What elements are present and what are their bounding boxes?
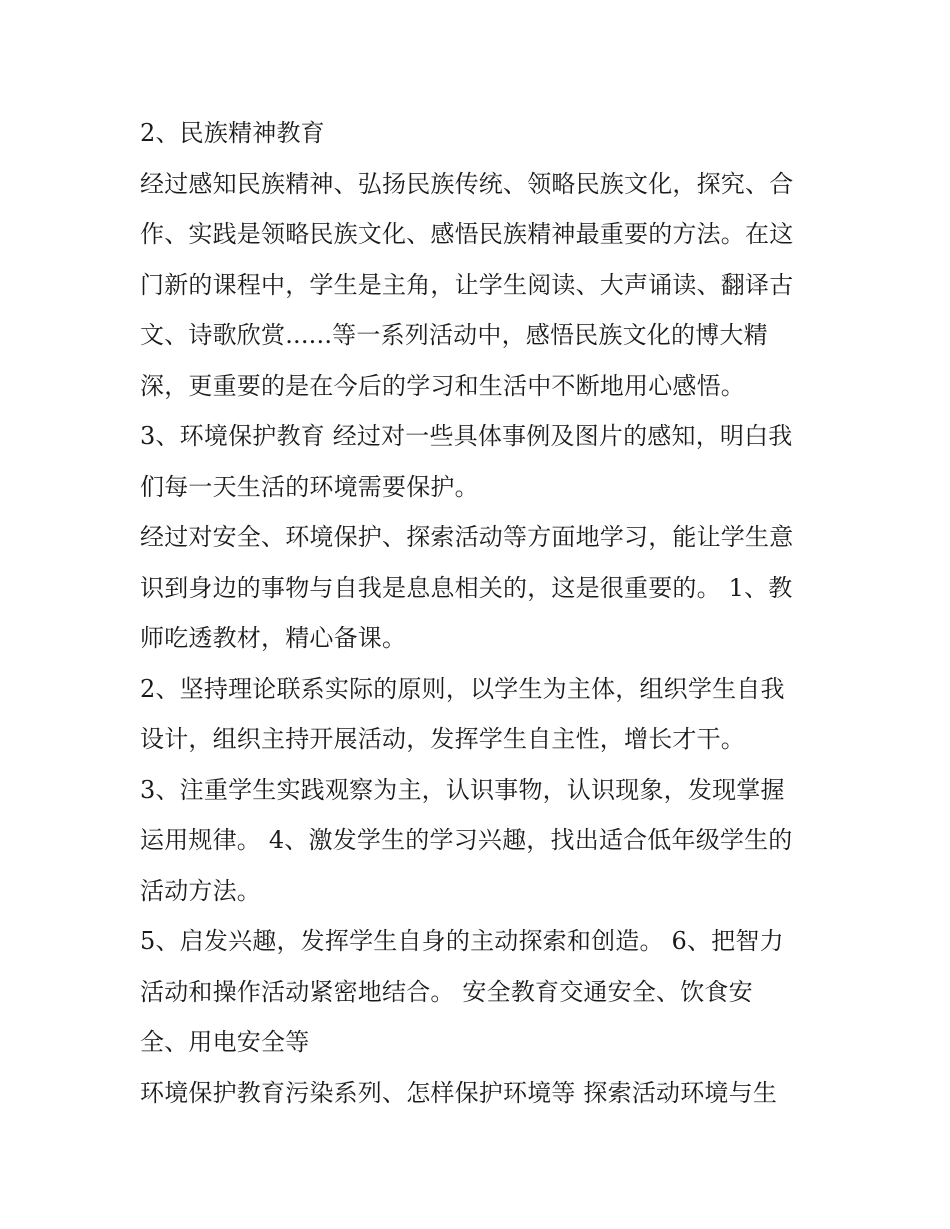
text-line: 全、用电安全等 <box>140 1028 310 1056</box>
text-line: 2、民族精神教育 <box>140 119 325 147</box>
text-line: 师吃透教材，精心备课。 <box>140 624 407 652</box>
text-line: 3、环境保护教育 经过对一些具体事例及图片的感知，明白我 <box>140 422 793 450</box>
text-line: 作、实践是领略民族文化、感悟民族精神最重要的方法。在这 <box>140 220 794 248</box>
text-line: 2、坚持理论联系实际的原则，以学生为主体，组织学生自我 <box>140 674 785 703</box>
text-line: 文、诗歌欣赏......等一系列活动中，感悟民族文化的博大精 <box>140 321 768 349</box>
text-line: 经过对安全、环境保护、探索活动等方面地学习，能让学生意 <box>140 523 794 551</box>
document-body <box>140 108 820 1118</box>
text-line: 识到身边的事物与自我是息息相关的，这是很重要的。 1、教 <box>140 573 793 602</box>
text-line: 经过感知民族精神、弘扬民族传统、领略民族文化，探究、合 <box>140 169 794 198</box>
text-line: 3、注重学生实践观察为主，认识事物，认识现象，发现掌握 <box>140 775 785 804</box>
text-line: 环境保护教育污染系列、怎样保护环境等 探索活动环境与生 <box>140 1078 778 1107</box>
text-line: 活动方法。 <box>140 876 261 905</box>
text-line: 活动和操作活动紧密地结合。 安全教育交通安全、饮食安 <box>140 977 753 1006</box>
text-line: 深，更重要的是在今后的学习和生活中不断地用心感悟。 <box>140 371 745 400</box>
text-line: 门新的课程中，学生是主角，让学生阅读、大声诵读、翻译古 <box>140 270 794 299</box>
text-line: 运用规律。 4、激发学生的学习兴趣，找出适合低年级学生的 <box>140 826 793 854</box>
text-line: 5、启发兴趣，发挥学生自身的主动探索和创造。 6、把智力 <box>140 927 784 955</box>
text-line: 设计，组织主持开展活动，发挥学生自主性，增长才干。 <box>140 725 745 753</box>
text-line: 们每一天生活的环境需要保护。 <box>140 472 479 501</box>
